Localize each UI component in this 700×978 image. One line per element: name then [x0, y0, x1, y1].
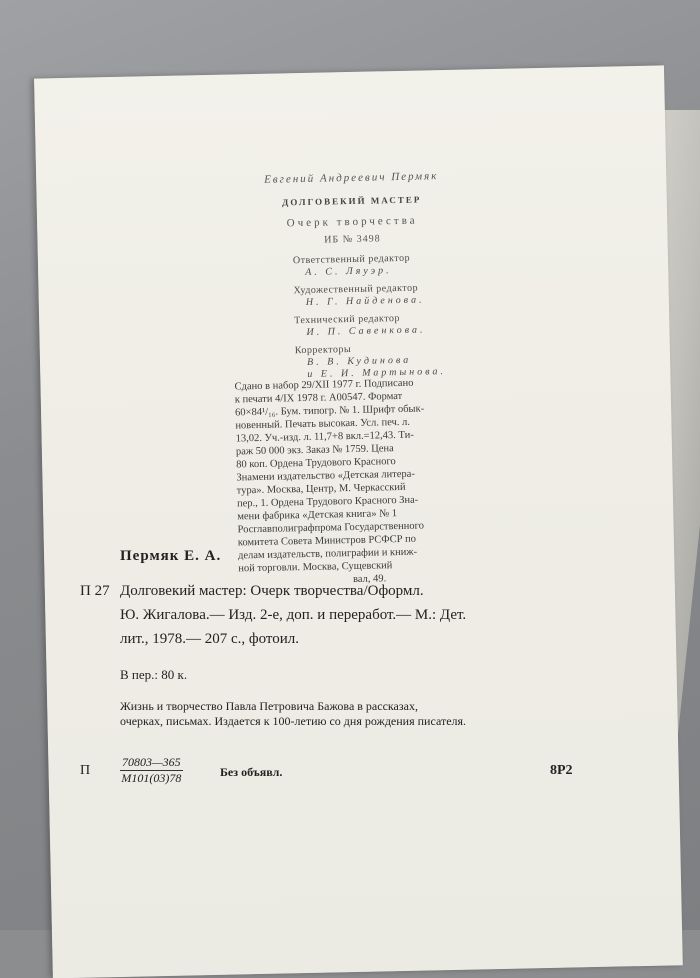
- print-line: Росглавполиграфпрома Государственного: [237, 520, 425, 536]
- card-author: Пермяк Е. А.: [120, 548, 222, 564]
- print-line: тура». Москва, Центр, М. Черкасский: [236, 481, 406, 497]
- card-line: Долговекий мастер: Очерк творчества/Оформл.: [120, 583, 424, 599]
- card-line: лит., 1978.— 207 с., фотоил.: [120, 631, 299, 647]
- print-line: новенный. Печать высокая. Усл. печ. л.: [235, 416, 411, 432]
- print-line: вал, 49.: [352, 573, 387, 586]
- print-line: 13,02. Уч.-изд. л. 11,7+8 вкл.=12,43. Ти-: [235, 429, 414, 445]
- role-title: Корректоры: [294, 344, 352, 357]
- ib-number: ИБ № 3498: [324, 233, 381, 246]
- print-line: пер., 1. Ордена Трудового Красного Зна-: [236, 494, 419, 510]
- print-line: мени фабрика «Детская книга» № 1: [237, 508, 398, 523]
- role-title: Ответственный редактор: [292, 252, 411, 267]
- imprint-subtitle: Очерк творчества: [286, 214, 418, 230]
- imprint-title: ДОЛГОВЕКИЙ МАСТЕР: [281, 194, 422, 208]
- card-annotation: [120, 699, 590, 729]
- footer-letter: П: [80, 763, 91, 778]
- footer-note: Без объявл.: [220, 765, 283, 779]
- fraction-denominator: М101(03)78: [121, 771, 182, 785]
- print-line: ной торговли. Москва, Сущевский: [238, 560, 393, 575]
- role-name-second: и Е. И. Мартынова.: [307, 366, 447, 380]
- editorial-credits: [293, 251, 496, 387]
- print-line: раж 50 000 экз. Заказ № 1759. Цена: [235, 443, 394, 458]
- book-page: [34, 65, 683, 978]
- role-name: И. П. Савенкова.: [306, 324, 426, 338]
- catalog-card: [80, 548, 600, 795]
- print-line: 80 коп. Ордена Трудового Красного: [236, 456, 396, 471]
- print-line: Сдано в набор 29/XII 1977 г. Подписано: [234, 377, 414, 393]
- card-price: В пер.: 80 к.: [120, 667, 188, 682]
- print-line: делам издательств, полиграфии и книж-: [237, 546, 418, 562]
- card-bibliographic-entry: [80, 579, 600, 651]
- print-line: 60×84¹/₁₆. Бум. типогр. № 1. Шрифт обык-: [235, 403, 425, 419]
- role-name: В. В. Кудинова: [306, 354, 412, 368]
- role-name: Н. Г. Найденова.: [305, 294, 425, 308]
- card-description: [120, 579, 600, 651]
- card-index: П 27: [80, 583, 110, 599]
- print-line: Знамени издательство «Детская литера-: [236, 468, 416, 484]
- catalog-fraction: [120, 755, 183, 786]
- print-line: комитета Совета Министров РСФСР по: [237, 533, 417, 549]
- role-title: Технический редактор: [294, 312, 401, 327]
- classification-code: 8Р2: [550, 763, 573, 778]
- role-title: Художественный редактор: [293, 282, 419, 297]
- annotation-line: очерках, письмах. Издается к 100-летию со дня рождения писателя.: [120, 714, 467, 728]
- annotation-line: Жизнь и творчество Павла Петровича Бажова в рассказах,: [120, 699, 418, 713]
- fraction-numerator: 70803—365: [122, 755, 181, 769]
- card-footer: [80, 755, 600, 795]
- print-line: к печати 4/IX 1978 г. А00547. Формат: [234, 390, 403, 406]
- imprint-author: Евгений Андреевич Пермяк: [264, 170, 439, 186]
- card-line: Ю. Жигалова.— Изд. 2-е, доп. и переработ.— М.: Дет.: [120, 607, 467, 623]
- imprint-section: [34, 65, 683, 978]
- role-name: А. С. Ляуэр.: [305, 265, 392, 278]
